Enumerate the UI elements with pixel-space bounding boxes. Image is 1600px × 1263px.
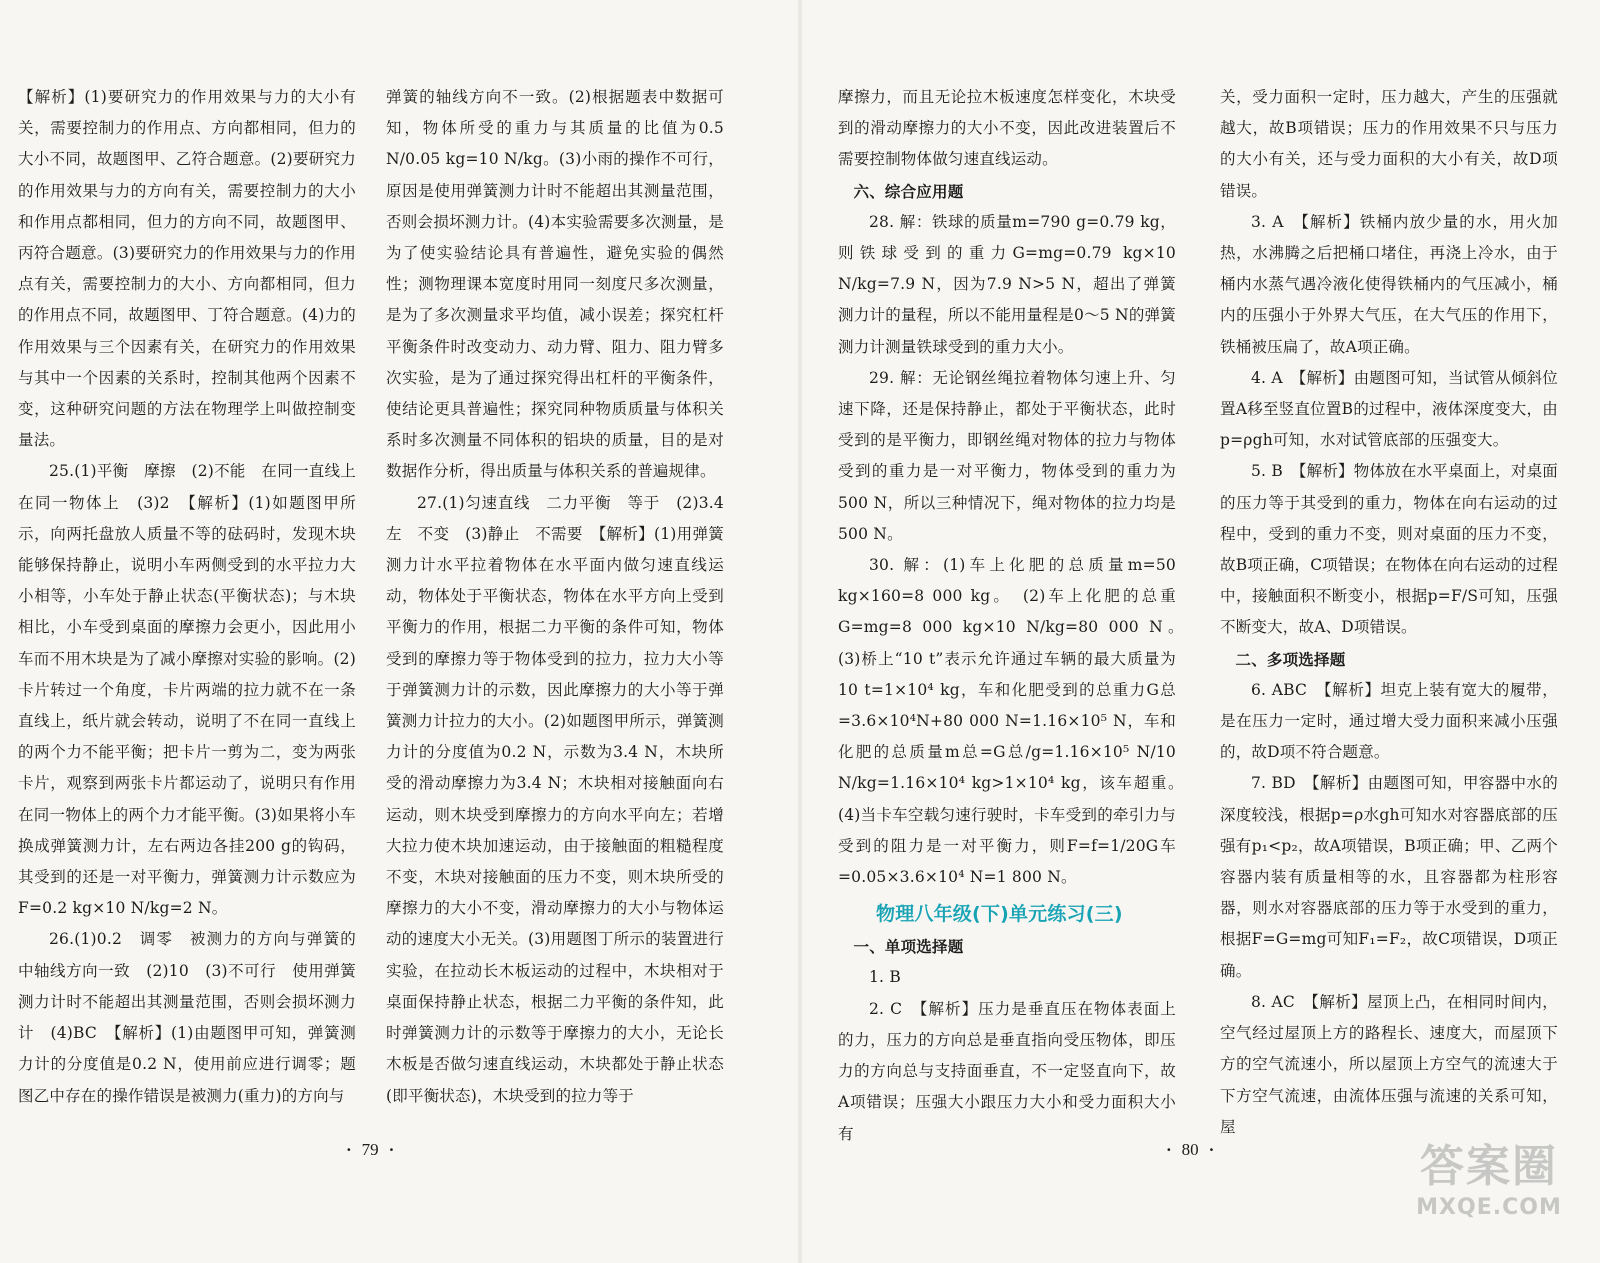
- paragraph: 7. BD 【解析】由题图可知，甲容器中水的深度较浅，根据p=ρ水gh可知水对容器底部的压强有p₁<p₂，故A项错误，B项正确；甲、乙两个容器内装有质量相等的水，且容器都为柱形容器，则水对容器底部的压力等于水受到的重力，根据F=G=mg可知F₁=F₂，故C项错误，D项正确。: [1220, 774, 1558, 980]
- page-number-right-value: 80: [1181, 1140, 1199, 1159]
- page-number-left-value: 79: [361, 1140, 379, 1159]
- paragraph: 5. B 【解析】物体放在水平桌面上，对桌面的压力等于其受到的重力，物体在向右运动的过程中，受到的重力不变，则对桌面的压力不变，故B项正确，C项错误；在物体在向右运动的过程中，接触面积不断变小，根据p=F/S可知，压强不断变大，故A、D项错误。: [1220, 462, 1558, 637]
- right-column-2: [1220, 82, 1558, 1143]
- paragraph: 弹簧的轴线方向不一致。(2)根据题表中数据可知，物体所受的重力与其质量的比值为0.5 N/0.05 kg=10 N/kg。(3)小雨的操作不可行，原因是使用弹簧测力计时不能超出其测量范围，否则会损坏测力计。(4)本实验需要多次测量，是为了使实验结论具有普遍性，避免实验的偶然性；测物理课本宽度时用同一刻度尺多次测量，是为了多次测量求平均值，减小误差；探究杠杆平衡条件时改变动力、动力臂、阻力、阻力臂多次实验，是为了通过探究得出杠杆的平衡条件，使结论更具普遍性；探究同种物质质量与体积关系时多次测量不同体积的铝块的质量，目的是对数据作分析，得出质量与体积关系的普遍规律。: [386, 88, 724, 481]
- page-number-right: · 80 ·: [1166, 1140, 1215, 1159]
- page-number-left: · 79 ·: [346, 1140, 395, 1159]
- paragraph: 30. 解：(1)车上化肥的总质量m=50 kg×160=8 000 kg。 (2)车上化肥的总重G=mg=8 000 kg×10 N/kg=80 000 N。 (3)桥上“10 t”表示允许通过车辆的最大质量为10 t=1×10⁴ kg，车和化肥受到的总重力G总=3.6×10⁴N+80 000 N=1.16×10⁵ N，车和化肥的总质量m总=G总/g=1.16×10⁵ N/10 N/kg=1.16×10⁴ kg>1×10⁴ kg，该车超重。 (4)当卡车空载匀速行驶时，卡车受到的牵引力与受到的阻力是一对平衡力，则F=f=1/20G车=0.05×3.6×10⁴ N=1 800 N。: [838, 556, 1192, 887]
- paragraph: 29. 解：无论钢丝绳拉着物体匀速上升、匀速下降，还是保持静止，都处于平衡状态，此时受到的是平衡力，即钢丝绳对物体的拉力与物体受到的重力是一对平衡力，物体受到的重力为500 N，所以三种情况下，绳对物体的拉力均是500 N。: [838, 368, 1176, 543]
- paragraph: 摩擦力，而且无论拉木板速度怎样变化，木块受到的滑动摩擦力的大小不变，因此改进装置后不需要控制物体做匀速直线运动。: [838, 88, 1176, 169]
- paragraph: 8. AC 【解析】屋顶上凸，在相同时间内，空气经过屋顶上方的路程长、速度大，而屋顶下方的空气流速小，所以屋顶上方空气的流速大于下方空气流速，由流体压强与流速的关系可知，屋: [1220, 992, 1558, 1136]
- left-column-1: [18, 82, 372, 1112]
- right-page: [800, 0, 1600, 1263]
- left-column-2: [386, 82, 740, 1112]
- watermark-text: 答案圈: [1420, 1141, 1558, 1192]
- paragraph: 28. 解：铁球的质量m=790 g=0.79 kg，则铁球受到的重力G=mg=0.79 kg×10 N/kg=7.9 N，因为7.9 N>5 N，超出了弹簧测力计的量程，所以不能用量程是0～5 N的弹簧测力计测量铁球受到的重力大小。: [838, 212, 1176, 356]
- paragraph: 【解析】(1)要研究力的作用效果与力的大小有关，需要控制力的作用点、方向都相同，但力的大小不同，故题图甲、乙符合题意。(2)要研究力的作用效果与力的方向有关，需要控制力的大小和作用点都相同，但力的方向不同，故题图甲、丙符合题意。(3)要研究力的作用效果与力的作用点有关，需要控制力的大小、方向都相同，但力的作用点不同，故题图甲、丁符合题意。(4)力的作用效果与三个因素有关，在研究力的作用效果与其中一个因素的关系时，控制其他两个因素不变，这种研究问题的方法在物理学上叫做控制变量法。: [18, 88, 356, 450]
- paragraph: 1. B: [869, 968, 901, 987]
- paragraph: 4. A 【解析】由题图可知，当试管从倾斜位置A移至竖直位置B的过程中，液体深度变大，由p=ρgh可知，水对试管底部的压强变大。: [1220, 368, 1558, 450]
- section-heading: 一、单项选择题: [853, 937, 964, 957]
- section-heading: 六、综合应用题: [853, 181, 964, 201]
- watermark-url: MXQE.COM: [1416, 1195, 1562, 1220]
- watermark-logo: [1414, 1139, 1564, 1229]
- paragraph: 关，受力面积一定时，压力越大，产生的压强就越大，故B项错误；压力的作用效果不只与压力的大小有关，还与受力面积的大小有关，故D项错误。: [1220, 88, 1558, 200]
- paragraph: 25.(1)平衡 摩擦 (2)不能 在同一直线上 在同一物体上 (3)2 【解析】(1)如题图甲所示，向两托盘放人质量不等的砝码时，发现木块能够保持静止，说明小车两侧受到的水平拉力大小相等，小车处于静止状态(平衡状态)；与木块相比，小车受到桌面的摩擦力会更小，因此用小车而不用木块是为了减小摩擦对实验的影响。(2)卡片转过一个角度，卡片两端的拉力就不在一条直线上，纸片就会转动，说明了不在同一直线上的两个力不能平衡；把卡片一剪为二，变为两张卡片，观察到两张卡片都运动了，说明只有作用在同一物体上的两个力才能平衡。(3)如果将小车换成弹簧测力计，左右两边各挂200 g的钩码，其受到的还是一对平衡力，弹簧测力计示数应为F=0.2 kg×10 N/kg=2 N。: [18, 462, 372, 918]
- right-column-1: [838, 82, 1192, 1150]
- paragraph: 27.(1)匀速直线 二力平衡 等于 (2)3.4 左 不变 (3)静止 不需要 【解析】(1)用弹簧测力计水平拉着物体在水平面内做匀速直线运动，物体处于平衡状态，物体在水平方向上受到平衡力的作用，根据二力平衡的条件可知，物体受到的摩擦力等于物体受到的拉力，拉力大小等于弹簧测力计的示数，因此摩擦力的大小等于弹簧测力计拉力的大小。(2)如题图甲所示，弹簧测力计的分度值为0.2 N，示数为3.4 N，木块所受的滑动摩擦力为3.4 N；木块相对接触面向右运动，则木块受到摩擦力的方向水平向左；若增大拉力使木块加速运动，由于接触面的粗糙程度不变，木块对接触面的压力不变，则木块所受的摩擦力的大小不变，滑动摩擦力的大小与物体运动的速度大小无关。(3)用题图丁所示的装置进行实验，在拉动长木板运动的过程中，木块相对于桌面保持静止状态，根据二力平衡的条件知，此时弹簧测力计的示数等于摩擦力的大小，无论长木板是否做匀速直线运动，木块都处于静止状态(即平衡状态)，木块受到的拉力等于: [386, 493, 740, 1105]
- paragraph: 6. ABC 【解析】坦克上装有宽大的履带，是在压力一定时，通过增大受力面积来减小压强的，故D项不符合题意。: [1220, 680, 1558, 762]
- paragraph: 26.(1)0.2 调零 被测力的方向与弹簧的中轴线方向一致 (2)10 (3)不可行 使用弹簧测力计时不能超出其测量范围，否则会损坏测力计 (4)BC 【解析】(1)由题图甲可知，弹簧测力计的分度值是0.2 N，使用前应进行调零；题图乙中存在的操作错误是被测力(重力)的方向与: [18, 930, 356, 1105]
- unit-title: 物理八年级(下)单元练习(三): [876, 903, 1123, 926]
- paragraph: 2. C 【解析】压力是垂直压在物体表面上的力，压力的方向总是垂直指向受压物体，即压力的方向总与支持面垂直，不一定竖直向下，故A项错误；压强大小跟压力大小和受力面积大小有: [838, 999, 1176, 1143]
- paragraph: 3. A 【解析】铁桶内放少量的水，用火加热，水沸腾之后把桶口堵住，再浇上冷水，由于桶内水蒸气遇冷液化使得铁桶内的气压减小，桶内的压强小于外界大气压，在大气压的作用下，铁桶被压扁了，故A项正确。: [1220, 212, 1558, 356]
- section-heading: 二、多项选择题: [1235, 649, 1346, 669]
